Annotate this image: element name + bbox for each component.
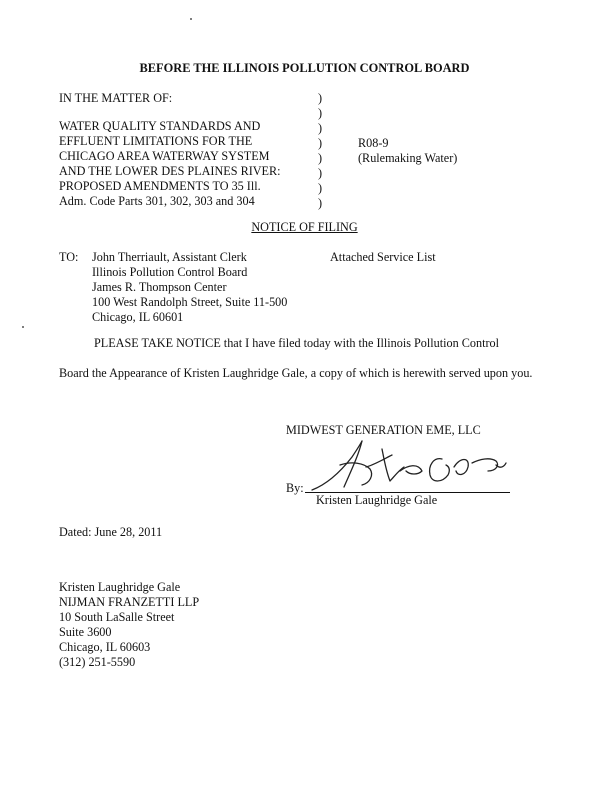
document-heading: BEFORE THE ILLINOIS POLLUTION CONTROL BOARD [139,61,470,75]
caption-line: EFFLUENT LIMITATIONS FOR THE [59,134,253,148]
caption-paren: ) [318,166,323,180]
scan-speck [190,18,192,20]
caption-paren: ) [318,181,323,195]
dated-line: Dated: June 28, 2011 [59,525,163,539]
to-label: TO: [59,250,79,264]
caption-paren: ) [318,121,323,135]
signer-name: Kristen Laughridge Gale [316,493,438,507]
company-name: MIDWEST GENERATION EME, LLC [286,423,481,437]
docket-type: (Rulemaking Water) [358,151,458,165]
addressee-line: Illinois Pollution Control Board [92,265,248,279]
footer-line: (312) 251-5590 [59,655,136,669]
caption-line: AND THE LOWER DES PLAINES RIVER: [59,164,281,178]
caption-line: PROPOSED AMENDMENTS TO 35 Ill. [59,179,261,193]
caption-line: CHICAGO AREA WATERWAY SYSTEM [59,149,270,163]
docket-number: R08-9 [358,136,389,150]
caption-line: WATER QUALITY STANDARDS AND [59,119,261,133]
caption-paren: ) [318,136,323,150]
notice-title: NOTICE OF FILING [251,220,358,234]
footer-line: Suite 3600 [59,625,112,639]
by-label: By: [286,481,304,495]
body-paragraph-line: Board the Appearance of Kristen Laughridge Gale, a copy of which is herewith served upon you. [59,366,533,380]
body-paragraph-line: PLEASE TAKE NOTICE that I have filed today with the Illinois Pollution Control [94,336,500,350]
footer-line: 10 South LaSalle Street [59,610,175,624]
caption-paren: ) [318,91,323,105]
footer-line: Kristen Laughridge Gale [59,580,181,594]
caption-paren: ) [318,151,323,165]
handwritten-signature [300,435,520,500]
scan-speck [22,326,24,328]
caption-paren: ) [318,106,323,120]
footer-line: Chicago, IL 60603 [59,640,151,654]
footer-line: NIJMAN FRANZETTI LLP [59,595,200,609]
addressee-line: Chicago, IL 60601 [92,310,184,324]
addressee-line: 100 West Randolph Street, Suite 11-500 [92,295,288,309]
caption-paren: ) [318,196,323,210]
caption-line: Adm. Code Parts 301, 302, 303 and 304 [59,194,255,208]
addressee-line: John Therriault, Assistant Clerk [92,250,247,264]
addressee-line: James R. Thompson Center [92,280,227,294]
caption-line: IN THE MATTER OF: [59,91,173,105]
service-list-note: Attached Service List [330,250,436,264]
